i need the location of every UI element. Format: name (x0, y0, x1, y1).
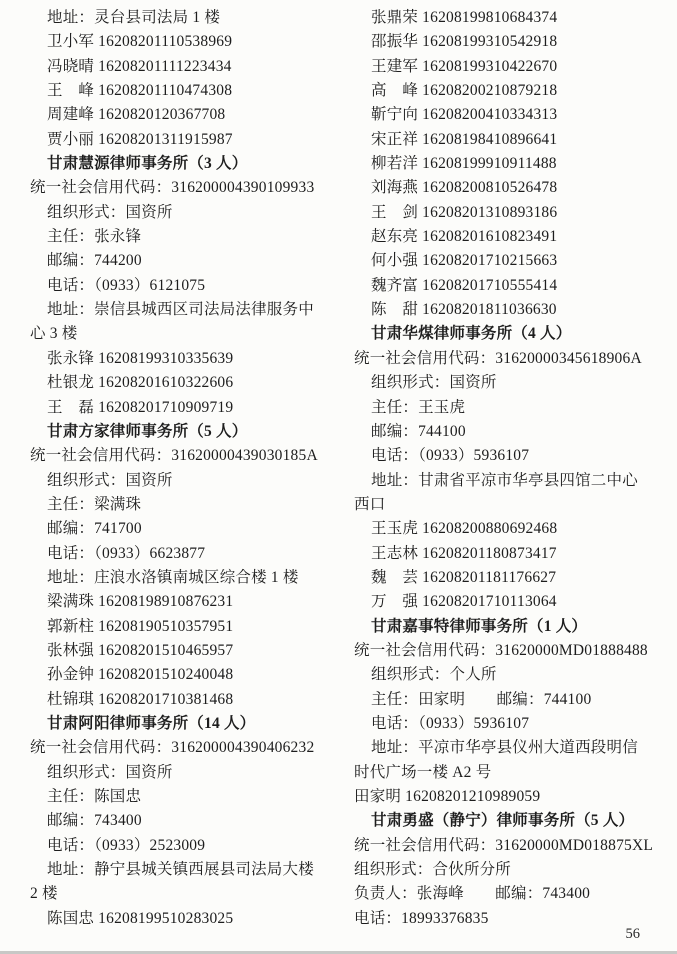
text-line: 王志林 16208201180873417 (371, 544, 557, 562)
text-line: 邮编：741700 (47, 520, 142, 538)
text-line: 电话：18993376835 (354, 909, 489, 927)
text-line: 地址：崇信县城西区司法局法律服务中 (47, 301, 314, 319)
text-line: 电话：（0933）5936107 (371, 714, 530, 732)
text-line: 邵振华 16208199310542918 (371, 33, 558, 51)
firm-header: 甘肃阿阳律师事务所（14 人） (47, 714, 256, 732)
text-line: 贾小丽 16208201311915987 (47, 130, 233, 148)
firm-header: 甘肃嘉事特律师事务所（1 人） (371, 617, 588, 635)
text-line: 电话：（0933）6623877 (47, 544, 206, 562)
text-line: 梁满珠 16208198910876231 (47, 593, 234, 611)
text-line: 张林强 16208201510465957 (47, 641, 234, 659)
text-line: 统一社会信用代码：316200004390109933 (30, 179, 315, 197)
text-line: 组织形式：合伙所分所 (354, 861, 512, 879)
text-line: 杜锦琪 16208201710381468 (47, 690, 234, 708)
text-line: 统一社会信用代码：31620000MD018875XL (354, 836, 654, 854)
text-line: 魏 芸 16208201181176627 (371, 568, 557, 586)
text-line: 电话：（0933）2523009 (47, 836, 206, 854)
text-line: 电话：（0933）5936107 (371, 447, 530, 465)
text-line: 刘海燕 16208200810526478 (371, 179, 558, 197)
text-line: 陈 甜 16208201811036630 (371, 301, 557, 319)
right-column (354, 6, 672, 931)
text-line: 田家明 16208201210989059 (354, 788, 541, 805)
text-line: 组织形式：国资所 (47, 471, 173, 489)
text-line: 王建军 16208199310422670 (371, 57, 558, 75)
text-line: 赵东亮 16208201610823491 (371, 228, 558, 246)
text-line: 统一社会信用代码：31620000439030185A (30, 447, 318, 465)
text-line: 宋正祥 16208198410896641 (371, 130, 558, 148)
text-line: 王玉虎 16208200880692468 (371, 520, 558, 538)
text-line: 组织形式：国资所 (47, 203, 173, 221)
text-line: 统一社会信用代码：31620000MD01888488 (354, 641, 648, 659)
firm-header: 甘肃慧源律师事务所（3 人） (47, 155, 248, 173)
text-line: 周建峰 1620820120367708 (47, 106, 226, 124)
text-line: 地址：静宁县城关镇西展县司法局大楼 (47, 861, 314, 879)
text-line: 高 峰 16208200210879218 (371, 82, 558, 100)
text-line: 张永锋 16208199310335639 (47, 349, 234, 367)
firm-header: 甘肃方家律师事务所（5 人） (47, 422, 248, 440)
text-line: 地址：灵台县司法局 1 楼 (47, 9, 221, 26)
text-line: 孙金钟 16208201510240048 (47, 666, 234, 684)
text-line: 万 强 16208201710113064 (371, 593, 557, 611)
text-line: 冯晓晴 16208201111223434 (47, 57, 232, 75)
text-line: 西口 (354, 495, 386, 513)
text-line: 负责人：张海峰 邮编：743400 (354, 885, 591, 903)
text-line: 地址：平凉市华亭县仪州大道西段明信 (371, 739, 638, 757)
left-column (30, 6, 348, 931)
text-line: 组织形式：国资所 (47, 763, 173, 781)
text-line: 王 剑 16208201310893186 (371, 203, 558, 221)
text-line: 时代广场一楼 A2 号 (354, 763, 492, 781)
text-line: 地址：庄浪水洛镇南城区综合楼 1 楼 (47, 568, 299, 586)
text-line: 统一社会信用代码：31620000345618906A (354, 349, 642, 367)
text-line: 2 楼 (30, 885, 58, 903)
text-line: 何小强 16208201710215663 (371, 252, 558, 270)
text-line: 主任：王玉虎 (371, 398, 466, 416)
text-line: 邮编：744100 (371, 422, 466, 440)
text-line: 王 峰 16208201110474308 (47, 82, 233, 100)
text-line: 魏齐富 16208201710555414 (371, 276, 558, 294)
text-line: 心 3 楼 (30, 325, 78, 343)
text-line: 邮编：743400 (47, 812, 142, 830)
firm-header: 甘肃勇盛（静宁）律师事务所（5 人） (371, 812, 635, 830)
text-line: 王 磊 16208201710909719 (47, 398, 234, 416)
page-number: 56 (625, 926, 640, 942)
text-line: 主任：张永锋 (47, 228, 142, 246)
text-line: 电话：（0933）6121075 (47, 276, 206, 294)
text-line: 主任：田家明 邮编：744100 (371, 690, 592, 708)
text-line: 陈国忠 16208199510283025 (47, 909, 234, 927)
text-line: 地址：甘肃省平凉市华亭县四馆二中心 (371, 471, 638, 489)
text-line: 杜银龙 16208201610322606 (47, 374, 234, 392)
text-line: 组织形式：国资所 (371, 374, 497, 392)
firm-header: 甘肃华煤律师事务所（4 人） (371, 325, 572, 343)
text-line: 主任：梁满珠 (47, 495, 142, 513)
text-line: 卫小军 16208201110538969 (47, 33, 233, 51)
text-line: 主任：陈国忠 (47, 788, 142, 805)
text-line: 郭新柱 16208190510357951 (47, 617, 234, 635)
text-line: 张鼎荣 16208199810684374 (371, 9, 558, 26)
text-line: 柳若洋 16208199910911488 (371, 155, 557, 173)
text-line: 靳宁向 16208200410334313 (371, 106, 558, 124)
text-line: 统一社会信用代码：316200004390406232 (30, 739, 315, 757)
text-line: 组织形式：个人所 (371, 666, 497, 684)
text-line: 邮编：744200 (47, 252, 142, 270)
